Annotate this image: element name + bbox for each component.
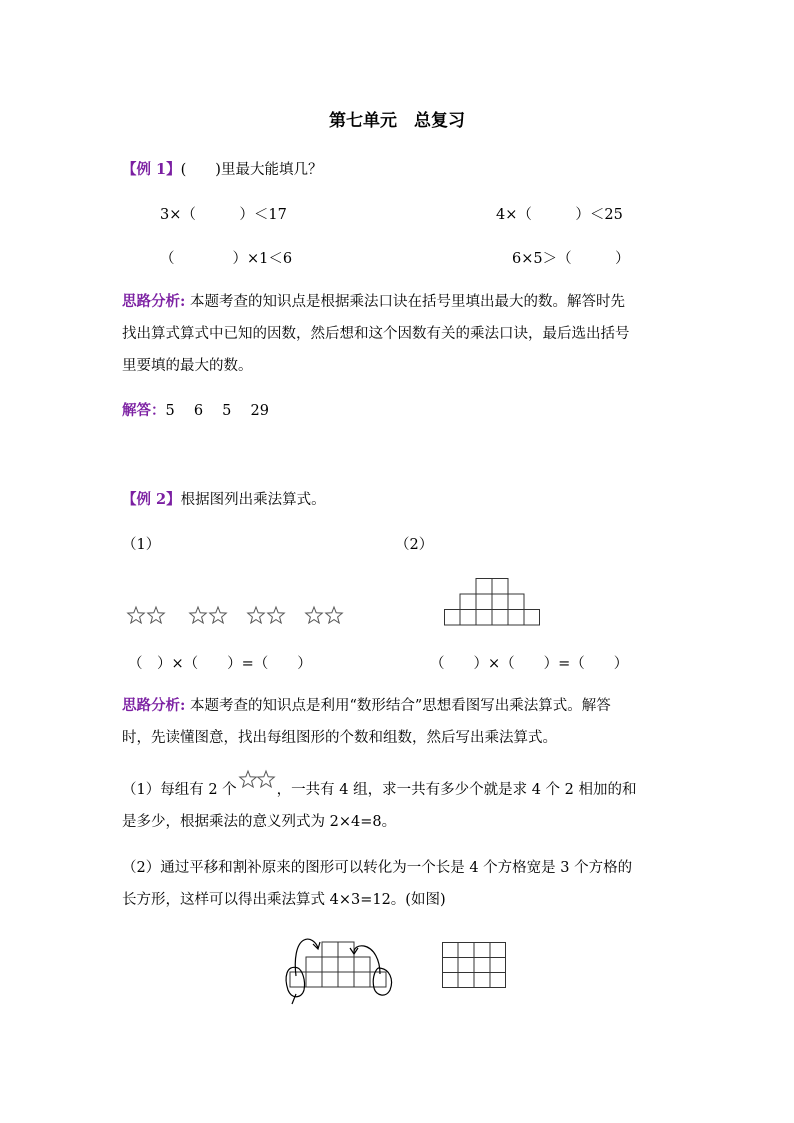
analysis-2 <box>122 690 611 754</box>
inline-stars <box>237 780 277 794</box>
ex1-item-1: 3×（ ）＜17 <box>160 207 287 223</box>
part-1-text-b: ，一共有 4 组，求一共有多少个就是求 4 个 2 相加的和 <box>276 782 637 798</box>
analysis-2-line-1: 本题考查的知识点是利用“数形结合”思想看图写出乘法算式。解答 <box>185 698 611 714</box>
star-group <box>248 607 285 623</box>
analysis-1-tag: 思路分析: <box>122 293 186 310</box>
transform-figure-before <box>280 934 400 1006</box>
example-2-heading <box>122 488 326 509</box>
transform-figure-after <box>442 942 508 990</box>
answer-1-text: 5 6 5 29 <box>165 403 269 419</box>
analysis-1 <box>122 286 630 382</box>
star-group <box>306 607 343 623</box>
part-2-text-a: （2）通过平移和割补原来的图形可以转化为一个长是 4 个方格宽是 3 个方格的 <box>122 860 633 876</box>
ex1-item-3: （ ）×1＜6 <box>160 251 293 267</box>
ex2-formula-1: （ ）×（ ）=（ ） <box>128 656 312 672</box>
example-2-question: 根据图列出乘法算式。 <box>180 492 326 508</box>
analysis-2-part-1 <box>122 774 637 838</box>
analysis-2-part-2 <box>122 852 632 916</box>
example-2-tag: 【例 2】 <box>122 491 181 508</box>
analysis-2-tag: 思路分析: <box>122 697 186 714</box>
page-title: 第七单元 总复习 <box>329 111 465 131</box>
ex1-item-4: 6×5＞（ ） <box>512 251 630 267</box>
pyramid-grid-figure <box>444 578 540 626</box>
star-group <box>128 607 165 623</box>
ex2-label-2: （2） <box>395 537 434 553</box>
ex1-item-2: 4×（ ）＜25 <box>496 207 623 223</box>
ex2-label-1: （1） <box>122 537 161 553</box>
analysis-2-line-2: 时，先读懂图意，找出每组图形的个数和组数，然后写出乘法算式。 <box>122 730 557 746</box>
part-2-text-b: 长方形，这样可以得出乘法算式 4×3=12。(如图) <box>122 892 446 908</box>
answer-1-tag: 解答： <box>122 402 166 419</box>
stars-figure <box>122 600 362 630</box>
part-1-text-a: （1）每组有 2 个 <box>122 782 237 798</box>
part-1-text-c: 是多少，根据乘法的意义列式为 2×4=8。 <box>122 814 397 830</box>
analysis-1-line-1: 本题考查的知识点是根据乘法口诀在括号里填出最大的数。解答时先 <box>185 294 625 310</box>
answer-1 <box>122 399 269 420</box>
example-1-question: ( )里最大能填几？ <box>180 162 323 178</box>
star-group <box>190 607 227 623</box>
example-1-heading <box>122 158 322 179</box>
analysis-1-line-2: 找出算式算式中已知的因数，然后想和这个因数有关的乘法口诀，最后选出括号 <box>122 326 630 342</box>
ex2-formula-2: （ ）×（ ）=（ ） <box>430 656 629 672</box>
analysis-1-line-3: 里要填的最大的数。 <box>122 358 253 374</box>
example-1-tag: 【例 1】 <box>122 161 181 178</box>
